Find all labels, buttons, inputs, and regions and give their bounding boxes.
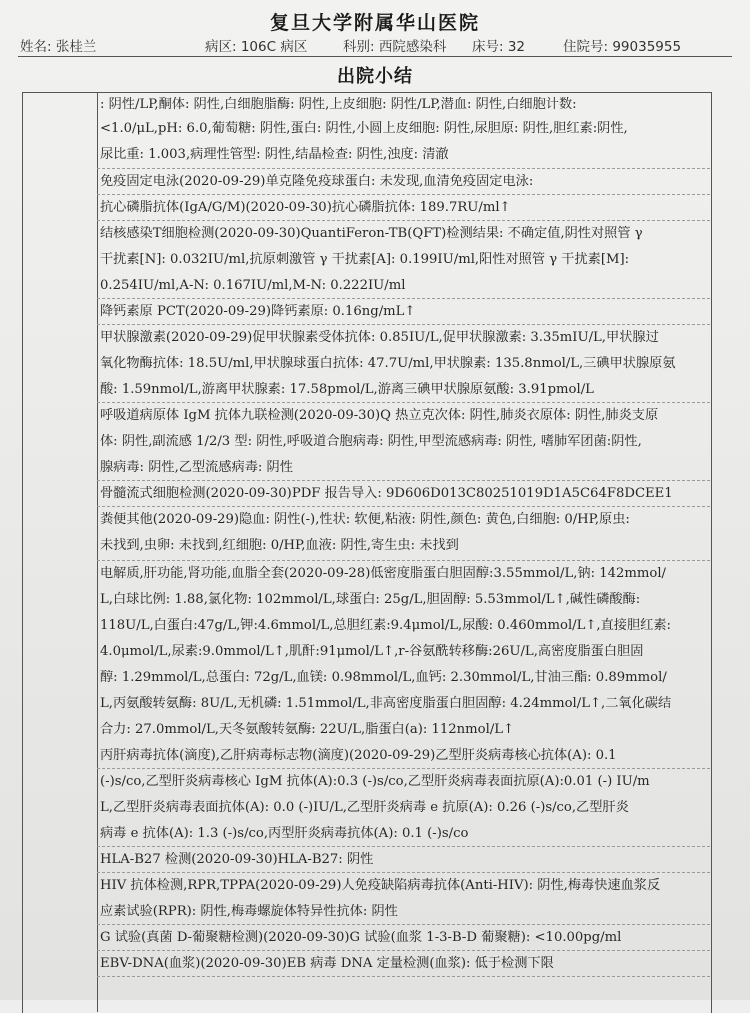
row-separator [97, 506, 710, 507]
row-separator [97, 194, 710, 195]
summary-line: 病毒 e 抗体(A): 1.3 (-)s/co,丙型肝炎病毒抗体(A): 0.1 (-)s/co [100, 826, 469, 841]
summary-line: 应素试验(RPR): 阴性,梅毒螺旋体特异性抗体: 阴性 [100, 904, 398, 919]
summary-line: 丙肝病毒抗体(滴度),乙肝病毒标志物(滴度)(2020-09-29)乙型肝炎病毒核心抗体(A): 0.1 [100, 748, 617, 763]
summary-line: <1.0/μL,pH: 6.0,葡萄糖: 阴性,蛋白: 阴性,小圆上皮细胞: 阴性,尿胆原: 阴性,胆红素:阴性, [100, 121, 628, 136]
header-rule [18, 56, 732, 57]
document-title: 出院小结 [337, 66, 413, 87]
row-separator [97, 480, 710, 481]
summary-line: 骨髓流式细胞检测(2020-09-30)PDF 报告导入: 9D606D013C80251019D1A5C64F8DCEE1 [100, 486, 673, 501]
summary-line: 118U/L,白蛋白:47g/L,钾:4.6mmol/L,总胆红素:9.4μmol/L,尿酸: 0.460mmol/L↑,直接胆红素: [100, 618, 672, 633]
summary-line: G 试验(真菌 D-葡聚糖检测)(2020-09-30)G 试验(血浆 1-3-B-D 葡聚糖): <10.00pg/ml [100, 930, 622, 945]
summary-line: 甲状腺激素(2020-09-29)促甲状腺素受体抗体: 0.85IU/L,促甲状腺激素: 3.35mIU/L,甲状腺过 [100, 330, 659, 345]
row-separator [97, 976, 710, 977]
summary-line: 未找到,虫卵: 未找到,红细胞: 0/HP,血液: 阴性,寄生虫: 未找到 [100, 538, 459, 553]
patient-name: 姓名: 张桂兰 [20, 39, 97, 55]
summary-line: 结核感染T细胞检测(2020-09-30)QuantiFeron-TB(QFT)检测结果: 不确定值,阴性对照管 γ [100, 226, 643, 241]
summary-line: 酸: 1.59nmol/L,游离甲状腺素: 17.58pmol/L,游离三碘甲状腺原氨酸: 3.91pmol/L [100, 382, 594, 397]
summary-line: 呼吸道病原体 IgM 抗体九联检测(2020-09-30)Q 热立克次体: 阴性,肺炎衣原体: 阴性,肺炎支原 [100, 408, 659, 423]
summary-line: 粪便其他(2020-09-29)隐血: 阴性(-),性状: 软便,粘液: 阴性,颜色: 黄色,白细胞: 0/HP,原虫: [100, 512, 630, 527]
row-separator [97, 924, 710, 925]
row-separator [97, 846, 710, 847]
summary-line: L,乙型肝炎病毒表面抗体(A): 0.0 (-)IU/L,乙型肝炎病毒 e 抗原(A): 0.26 (-)s/co,乙型肝炎 [100, 800, 629, 815]
hospital-name: 复旦大学附属华山医院 [269, 12, 480, 34]
row-separator [97, 298, 710, 299]
summary-line: 体: 阴性,副流感 1/2/3 型: 阴性,呼吸道合胞病毒: 阴性,甲型流感病毒: 阴性, 嗜肺军团菌:阴性, [100, 434, 642, 449]
summary-line: 醇: 1.29mmol/L,总蛋白: 72g/L,血镁: 0.98mmol/L,血钙: 2.30mmol/L,甘油三酯: 0.89mmol/ [100, 670, 667, 685]
summary-line: 干扰素[N]: 0.032IU/ml,抗原刺激管 γ 干扰素[A]: 0.199IU/ml,阳性对照管 γ 干扰素[M]: [100, 252, 630, 267]
summary-line: 氧化物酶抗体: 18.5U/ml,甲状腺球蛋白抗体: 47.7U/ml,甲状腺素: 135.8nmol/L,三碘甲状腺原氨 [100, 356, 676, 371]
summary-line: L,白球比例: 1.88,氯化物: 102mmol/L,球蛋白: 25g/L,胆固醇: 5.53mmol/L↑,碱性磷酸酶: [100, 592, 641, 607]
bed-number: 床号: 32 [472, 39, 526, 55]
department: 科别: 西院感染科 [343, 39, 447, 55]
summary-line: HLA-B27 检测(2020-09-30)HLA-B27: 阴性 [100, 852, 374, 867]
row-separator [97, 768, 710, 769]
summary-line: L,丙氨酸转氨酶: 8U/L,无机磷: 1.51mmol/L,非高密度脂蛋白胆固醇: 4.24mmol/L↑,二氧化碳结 [100, 696, 672, 711]
summary-line: 4.0μmol/L,尿素:9.0mmol/L↑,肌酐:91μmol/L↑,r-谷氨酰转移酶:26U/L,高密度脂蛋白胆固 [100, 644, 644, 659]
summary-line: 电解质,肝功能,肾功能,血脂全套(2020-09-28)低密度脂蛋白胆固醇:3.55mmol/L,钠: 142mmol/ [100, 566, 666, 581]
summary-line: 抗心磷脂抗体(IgA/G/M)(2020-09-30)抗心磷脂抗体: 189.7RU/ml↑ [100, 200, 511, 215]
summary-line: HIV 抗体检测,RPR,TPPA(2020-09-29)人免疫缺陷病毒抗体(Anti-HIV): 阴性,梅毒快速血浆反 [100, 878, 661, 893]
row-separator [97, 950, 710, 951]
row-separator [97, 560, 710, 561]
summary-line: 合力: 27.0mmol/L,天冬氨酸转氨酶: 22U/L,脂蛋白(a): 112nmol/L↑ [100, 722, 515, 737]
row-separator [97, 168, 710, 169]
row-separator [97, 872, 710, 873]
row-separator [97, 220, 710, 221]
summary-line: 腺病毒: 阴性,乙型流感病毒: 阴性 [100, 460, 293, 475]
row-separator [97, 324, 710, 325]
summary-line: : 阴性/LP,酮体: 阴性,白细胞脂酶: 阴性,上皮细胞: 阴性/LP,潜血: 阴性,白细胞计数: [100, 97, 577, 112]
inpatient-number: 住院号: 99035955 [563, 39, 682, 55]
summary-line: 尿比重: 1.003,病理性管型: 阴性,结晶检查: 阴性,浊度: 清澈 [100, 147, 449, 162]
summary-line: 降钙素原 PCT(2020-09-29)降钙素原: 0.16ng/mL↑ [100, 304, 416, 319]
summary-line: 0.254IU/ml,A-N: 0.167IU/ml,M-N: 0.222IU/ml [100, 278, 406, 293]
table-column-divider [97, 92, 98, 1012]
ward: 病区: 106C 病区 [205, 39, 308, 55]
row-separator [97, 402, 710, 403]
summary-line: EBV-DNA(血浆)(2020-09-30)EB 病毒 DNA 定量检测(血浆): 低于检测下限 [100, 956, 554, 971]
summary-line: (-)s/co,乙型肝炎病毒核心 IgM 抗体(A):0.3 (-)s/co,乙型肝炎病毒表面抗原(A):0.01 (-) IU/m [100, 774, 650, 789]
summary-line: 免疫固定电泳(2020-09-29)单克隆免疫球蛋白: 未发现,血清免疫固定电泳: [100, 174, 534, 189]
